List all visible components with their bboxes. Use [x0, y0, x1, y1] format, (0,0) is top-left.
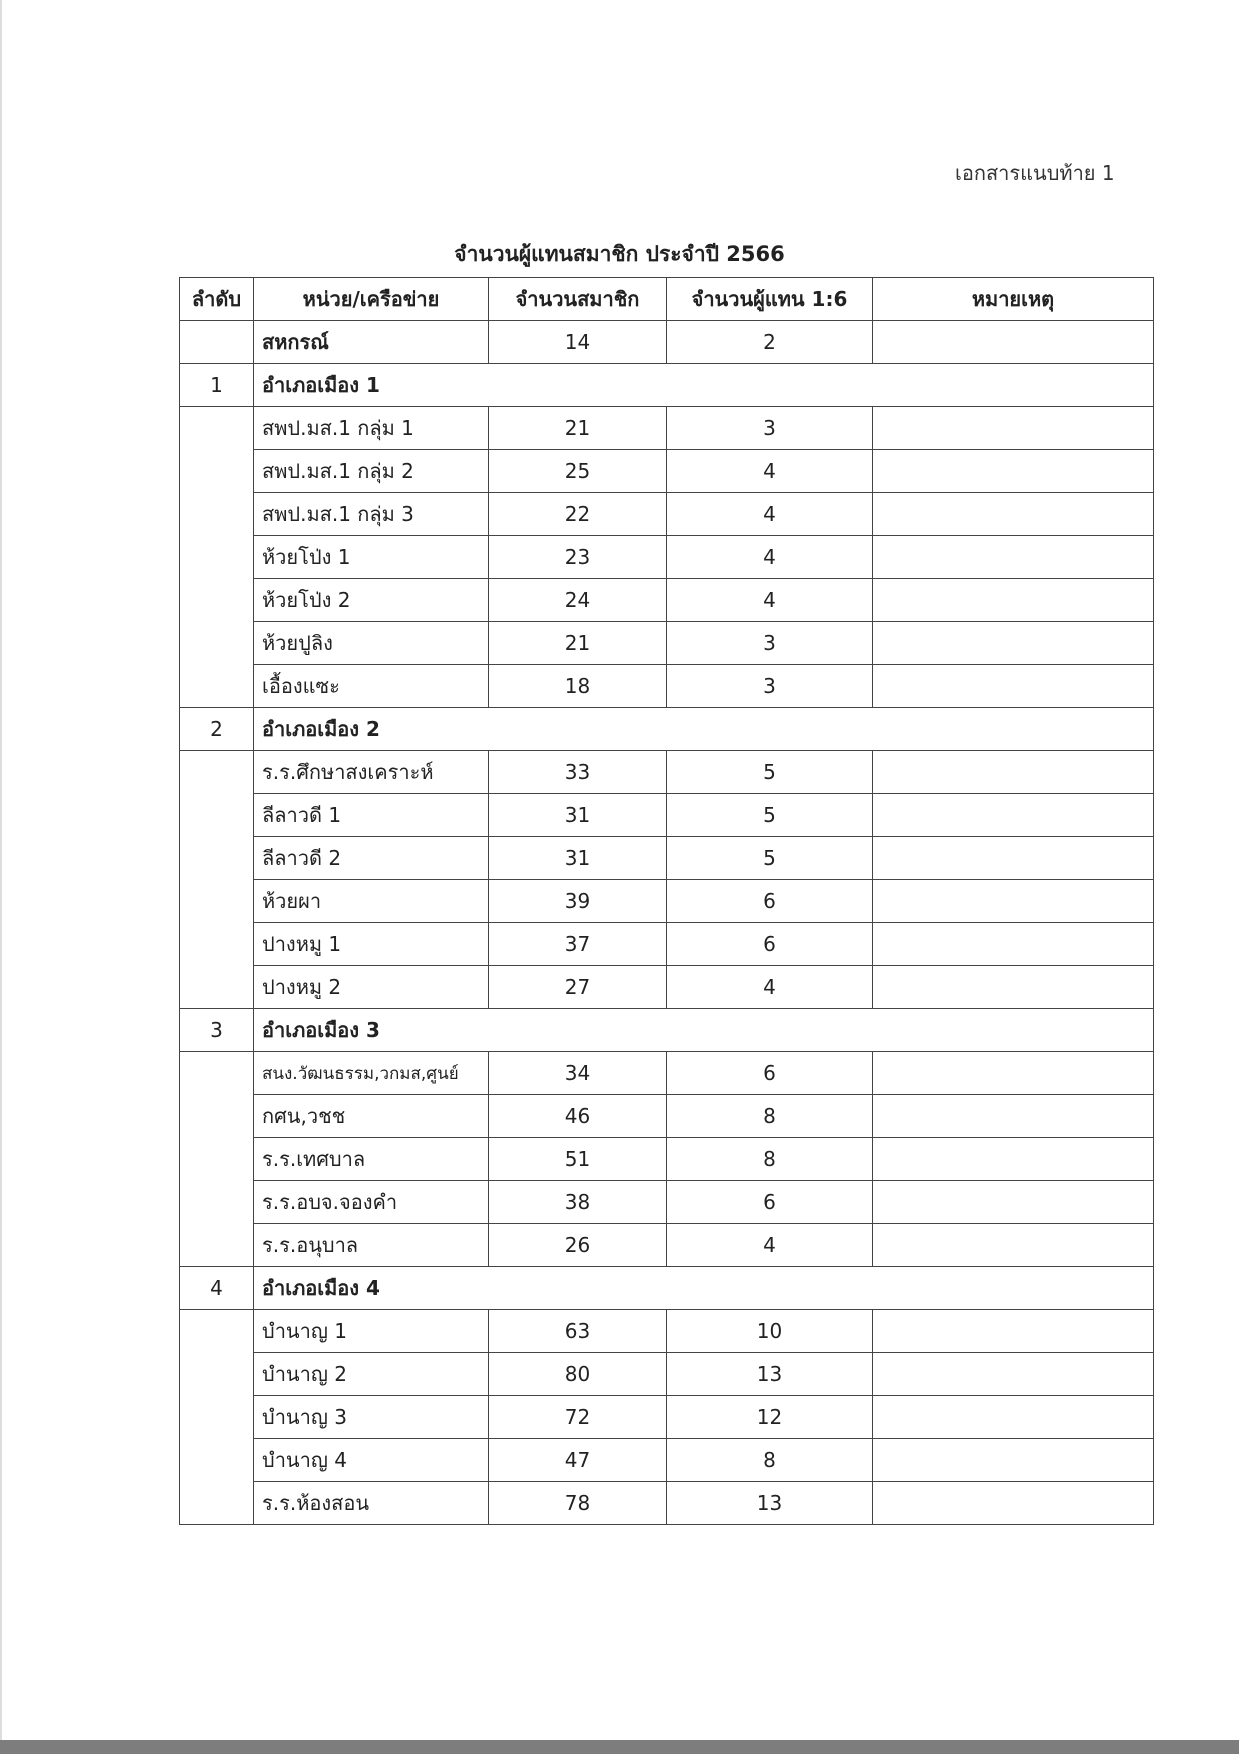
unit-name: ลีลาวดี 2: [254, 837, 489, 880]
remarks-cell: [873, 407, 1154, 450]
rep-count: 8: [667, 1439, 873, 1482]
table-row: [180, 1439, 1154, 1482]
remarks-cell: [873, 493, 1154, 536]
rep-count: 4: [667, 966, 873, 1009]
table-row: [180, 1095, 1154, 1138]
member-count: 27: [489, 966, 667, 1009]
table-row: [180, 1396, 1154, 1439]
group-name: อำเภอเมือง 4: [254, 1267, 1154, 1310]
table-row: [180, 1310, 1154, 1353]
rep-count: 5: [667, 751, 873, 794]
header-reps: จำนวนผู้แทน 1:6: [667, 278, 873, 321]
table-row: [180, 837, 1154, 880]
header-remarks: หมายเหตุ: [873, 278, 1154, 321]
table-row: [180, 450, 1154, 493]
rep-count: 6: [667, 1052, 873, 1095]
remarks-cell: [873, 622, 1154, 665]
rep-count: 4: [667, 1224, 873, 1267]
table-row: [180, 536, 1154, 579]
member-count: 33: [489, 751, 667, 794]
remarks-cell: [873, 751, 1154, 794]
group-row: [180, 1267, 1154, 1310]
table-row: [180, 1181, 1154, 1224]
unit-name: ห้วยผา: [254, 880, 489, 923]
remarks-cell: [873, 536, 1154, 579]
rep-count: 8: [667, 1138, 873, 1181]
table-row: [180, 1052, 1154, 1095]
member-count: 31: [489, 794, 667, 837]
group-name: อำเภอเมือง 1: [254, 364, 1154, 407]
representatives-table: [179, 277, 1154, 1525]
table-row: [180, 794, 1154, 837]
rep-count: 3: [667, 665, 873, 708]
group-spacer-cell: [180, 1310, 254, 1525]
document-title: จำนวนผู้แทนสมาชิก ประจำปี 2566: [454, 242, 785, 266]
rep-count: 10: [667, 1310, 873, 1353]
group-spacer-cell: [180, 751, 254, 1009]
group-spacer-cell: [180, 407, 254, 708]
remarks-cell: [873, 665, 1154, 708]
member-count: 63: [489, 1310, 667, 1353]
member-count: 38: [489, 1181, 667, 1224]
group-row: [180, 364, 1154, 407]
group-name: อำเภอเมือง 2: [254, 708, 1154, 751]
header-no: ลำดับ: [180, 278, 254, 321]
rep-count: 4: [667, 579, 873, 622]
member-count: 22: [489, 493, 667, 536]
unit-name: ห้วยปูลิง: [254, 622, 489, 665]
table-row: [180, 622, 1154, 665]
rep-count: 5: [667, 837, 873, 880]
unit-name: ร.ร.อนุบาล: [254, 1224, 489, 1267]
member-count: 72: [489, 1396, 667, 1439]
group-no: 1: [180, 364, 254, 407]
rep-count: 3: [667, 622, 873, 665]
remarks-cell: [873, 1224, 1154, 1267]
remarks-cell: [873, 1310, 1154, 1353]
member-count: 24: [489, 579, 667, 622]
rep-count: 4: [667, 536, 873, 579]
table-row: [180, 665, 1154, 708]
remarks-cell: [873, 1181, 1154, 1224]
rep-count: 3: [667, 407, 873, 450]
unit-name: ห้วยโป่ง 1: [254, 536, 489, 579]
cooperative-members: 14: [489, 321, 667, 364]
remarks-cell: [873, 880, 1154, 923]
header-unit: หน่วย/เครือข่าย: [254, 278, 489, 321]
table-body: [180, 321, 1154, 1525]
member-count: 37: [489, 923, 667, 966]
remarks-cell: [873, 837, 1154, 880]
cooperative-reps: 2: [667, 321, 873, 364]
group-no: 4: [180, 1267, 254, 1310]
group-name: อำเภอเมือง 3: [254, 1009, 1154, 1052]
unit-name: ร.ร.ห้องสอน: [254, 1482, 489, 1525]
group-no: 3: [180, 1009, 254, 1052]
rep-count: 4: [667, 450, 873, 493]
member-count: 21: [489, 407, 667, 450]
rep-count: 6: [667, 880, 873, 923]
table-row: [180, 1482, 1154, 1525]
table-row: [180, 579, 1154, 622]
member-count: 47: [489, 1439, 667, 1482]
unit-name: บำนาญ 3: [254, 1396, 489, 1439]
unit-name: ปางหมู 1: [254, 923, 489, 966]
table-row: [180, 966, 1154, 1009]
cooperative-row: [180, 321, 1154, 364]
member-count: 18: [489, 665, 667, 708]
member-count: 80: [489, 1353, 667, 1396]
member-count: 21: [489, 622, 667, 665]
header-members: จำนวนสมาชิก: [489, 278, 667, 321]
rep-count: 6: [667, 1181, 873, 1224]
table-row: [180, 407, 1154, 450]
unit-name: ลีลาวดี 1: [254, 794, 489, 837]
unit-name: ร.ร.ศึกษาสงเคราะห์: [254, 751, 489, 794]
table-row: [180, 1138, 1154, 1181]
unit-name: บำนาญ 2: [254, 1353, 489, 1396]
rep-count: 13: [667, 1353, 873, 1396]
cooperative-no: [180, 321, 254, 364]
unit-name: ปางหมู 2: [254, 966, 489, 1009]
member-count: 25: [489, 450, 667, 493]
remarks-cell: [873, 966, 1154, 1009]
group-row: [180, 708, 1154, 751]
remarks-cell: [873, 1095, 1154, 1138]
unit-name: สพป.มส.1 กลุ่ม 3: [254, 493, 489, 536]
table-row: [180, 1353, 1154, 1396]
member-count: 46: [489, 1095, 667, 1138]
table-row: [180, 923, 1154, 966]
rep-count: 8: [667, 1095, 873, 1138]
member-count: 23: [489, 536, 667, 579]
table-row: [180, 880, 1154, 923]
group-spacer-cell: [180, 1052, 254, 1267]
table-row: [180, 1224, 1154, 1267]
unit-name: บำนาญ 4: [254, 1439, 489, 1482]
table-row: [180, 493, 1154, 536]
rep-count: 13: [667, 1482, 873, 1525]
unit-name: ร.ร.เทศบาล: [254, 1138, 489, 1181]
remarks-cell: [873, 1482, 1154, 1525]
remarks-cell: [873, 923, 1154, 966]
rep-count: 5: [667, 794, 873, 837]
unit-name: สนง.วัฒนธรรม,วกมส,ศูนย์: [254, 1052, 489, 1095]
member-count: 26: [489, 1224, 667, 1267]
member-count: 31: [489, 837, 667, 880]
unit-name: ห้วยโป่ง 2: [254, 579, 489, 622]
unit-name: กศน,วชช: [254, 1095, 489, 1138]
unit-name: สพป.มส.1 กลุ่ม 1: [254, 407, 489, 450]
rep-count: 12: [667, 1396, 873, 1439]
attachment-label: เอกสารแนบท้าย 1: [955, 161, 1115, 185]
member-count: 34: [489, 1052, 667, 1095]
unit-name: เอื้องแซะ: [254, 665, 489, 708]
member-count: 78: [489, 1482, 667, 1525]
rep-count: 6: [667, 923, 873, 966]
unit-name: บำนาญ 1: [254, 1310, 489, 1353]
member-count: 39: [489, 880, 667, 923]
table-row: [180, 751, 1154, 794]
remarks-cell: [873, 1396, 1154, 1439]
scan-bottom-bar: [0, 1740, 1239, 1754]
group-row: [180, 1009, 1154, 1052]
remarks-cell: [873, 579, 1154, 622]
rep-count: 4: [667, 493, 873, 536]
remarks-cell: [873, 1138, 1154, 1181]
unit-name: สพป.มส.1 กลุ่ม 2: [254, 450, 489, 493]
remarks-cell: [873, 794, 1154, 837]
remarks-cell: [873, 450, 1154, 493]
cooperative-remarks: [873, 321, 1154, 364]
member-count: 51: [489, 1138, 667, 1181]
cooperative-name: สหกรณ์: [254, 321, 489, 364]
header-row: [180, 278, 1154, 321]
remarks-cell: [873, 1052, 1154, 1095]
remarks-cell: [873, 1439, 1154, 1482]
unit-name: ร.ร.อบจ.จองคำ: [254, 1181, 489, 1224]
group-no: 2: [180, 708, 254, 751]
remarks-cell: [873, 1353, 1154, 1396]
